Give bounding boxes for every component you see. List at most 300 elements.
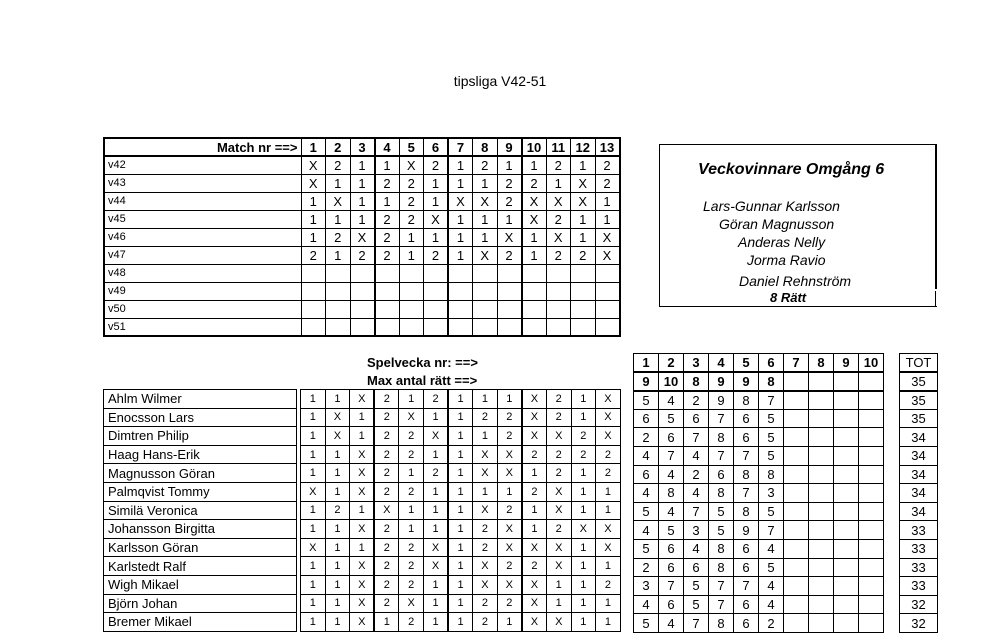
match-result [326,264,351,282]
player-pick: 1 [423,520,448,539]
week-score [834,391,859,410]
player-total: 34 [900,465,938,484]
week-number: 3 [684,354,709,373]
week-score: 6 [709,465,734,484]
player-pick: X [596,520,621,539]
player-pick: 1 [301,427,326,446]
match-result [350,264,375,282]
player-pick: 2 [497,557,522,576]
week-score: 4 [684,446,709,465]
week-label: v49 [104,282,301,300]
week-score: 4 [634,521,659,540]
week-score: 8 [709,614,734,633]
week-score [784,595,809,614]
player-pick: 1 [399,390,424,409]
player-pick: 2 [473,408,498,427]
match-result [595,318,620,336]
player-pick: 1 [350,427,375,446]
player-pick: 1 [423,501,448,520]
match-result [399,300,424,318]
week-score: 6 [659,428,684,447]
player-total-row [900,391,938,410]
player-pick: X [522,613,547,632]
week-score: 2 [684,391,709,410]
player-pick: 1 [350,408,375,427]
match-result: X [424,210,449,228]
player-pick: 1 [448,390,473,409]
player-pick: 1 [399,520,424,539]
match-number: 10 [522,138,547,156]
week-score: 2 [684,465,709,484]
player-pick: 1 [596,594,621,613]
week-score [859,428,884,447]
week-score: 4 [759,577,784,596]
player-pick: 1 [301,613,326,632]
week-score: 6 [659,558,684,577]
week-score: 5 [634,539,659,558]
week-score: 8 [709,539,734,558]
match-result: 1 [571,228,596,246]
match-result: 2 [595,174,620,192]
player-pick: 2 [399,575,424,594]
week-score: 7 [734,446,759,465]
match-result [350,318,375,336]
player-name: Björn Johan [104,594,297,613]
player-pick: X [350,613,375,632]
match-result: 1 [522,156,547,174]
match-number: 6 [424,138,449,156]
player-pick: 1 [473,482,498,501]
match-result: X [473,246,498,264]
week-score: 6 [734,558,759,577]
player-name: Karlsson Göran [104,538,297,557]
match-result: 1 [399,246,424,264]
player-total-row [900,446,938,465]
player-pick: 1 [423,575,448,594]
week-label: v45 [104,210,301,228]
player-pick: X [571,520,596,539]
player-score-row [634,409,884,428]
player-pick: 1 [325,594,350,613]
match-result [375,300,400,318]
player-pick: 1 [448,501,473,520]
match-result: 1 [350,210,375,228]
week-number: 6 [759,354,784,373]
player-pick: 1 [448,594,473,613]
match-number: 3 [350,138,375,156]
player-pick: 2 [423,464,448,483]
week-score: 6 [734,409,759,428]
player-pick: 1 [571,482,596,501]
player-pick: 2 [596,464,621,483]
player-total: 33 [900,558,938,577]
week-label: v42 [104,156,301,174]
player-total-row [900,577,938,596]
week-score: 8 [709,428,734,447]
week-score [834,409,859,428]
player-pick: 2 [596,575,621,594]
winner-box-edge [935,144,937,289]
week-score [859,446,884,465]
player-pick: X [473,445,498,464]
week-score [784,502,809,521]
match-result: 2 [571,246,596,264]
player-name: Magnusson Göran [104,464,297,483]
match-result: 2 [375,246,400,264]
player-total: 33 [900,521,938,540]
week-score: 5 [709,502,734,521]
match-result [522,264,547,282]
player-pick: X [546,557,571,576]
player-pick: 2 [374,464,399,483]
week-score: 5 [634,614,659,633]
match-result: X [522,210,547,228]
player-pick: 1 [448,557,473,576]
max-correct [784,372,809,391]
player-pick: X [522,594,547,613]
player-pick: 1 [325,613,350,632]
player-total-row [900,502,938,521]
week-number: 4 [709,354,734,373]
match-result [497,318,522,336]
week-score [834,521,859,540]
player-score-row [634,539,884,558]
player-pick: X [423,557,448,576]
week-row [104,174,620,192]
week-score: 5 [684,595,709,614]
player-pick: X [522,538,547,557]
match-result: 1 [546,174,571,192]
match-result: 2 [546,210,571,228]
week-score: 7 [684,614,709,633]
week-score: 3 [634,577,659,596]
player-pick: X [497,464,522,483]
player-pick: X [497,538,522,557]
match-result [350,282,375,300]
player-pick: 2 [473,520,498,539]
week-score: 8 [734,391,759,410]
week-score [784,521,809,540]
match-result [301,282,326,300]
max-correct [809,372,834,391]
week-score [834,558,859,577]
player-pick: 1 [448,408,473,427]
week-score [859,465,884,484]
match-result: 1 [448,246,473,264]
player-pick: 2 [374,408,399,427]
player-pick: 2 [399,445,424,464]
week-score: 8 [659,484,684,503]
player-pick: X [350,575,375,594]
match-result: X [497,228,522,246]
player-pick: 1 [571,575,596,594]
player-name: Johansson Birgitta [104,520,297,539]
match-result: 1 [350,156,375,174]
player-pick: 1 [301,594,326,613]
match-result: 1 [473,174,498,192]
match-result: 2 [546,156,571,174]
player-pick: 2 [546,464,571,483]
max-correct: 9 [709,372,734,391]
max-correct: 9 [634,372,659,391]
tot-max: 35 [900,372,938,391]
player-pick: 1 [448,445,473,464]
week-score: 6 [684,409,709,428]
match-result [375,282,400,300]
player-pick: 1 [423,594,448,613]
week-number: 7 [784,354,809,373]
match-result: 2 [399,192,424,210]
match-result: 1 [473,228,498,246]
results-table [103,137,621,337]
player-pick: 2 [325,501,350,520]
week-score: 6 [684,558,709,577]
week-score: 4 [659,465,684,484]
player-pick: 1 [448,464,473,483]
match-result: X [473,192,498,210]
week-label: v47 [104,246,301,264]
week-score [834,577,859,596]
player-pick: X [473,501,498,520]
player-pick: X [596,538,621,557]
week-score: 6 [734,539,759,558]
player-pick: 1 [522,464,547,483]
player-pick: 1 [448,482,473,501]
player-name: Haag Hans-Erik [104,445,297,464]
player-pick: 1 [596,501,621,520]
player-pick: X [350,557,375,576]
match-result: 1 [448,156,473,174]
week-row [104,156,620,174]
week-score: 5 [684,577,709,596]
player-pick: 2 [497,501,522,520]
player-pick: 1 [522,501,547,520]
week-score [834,446,859,465]
match-result [350,300,375,318]
player-pick: 1 [571,613,596,632]
match-number: 13 [595,138,620,156]
week-score [809,409,834,428]
week-label: v50 [104,300,301,318]
player-pick: 2 [596,445,621,464]
match-number: 11 [546,138,571,156]
player-pick: 1 [522,520,547,539]
week-number: 9 [834,354,859,373]
player-pick: X [350,482,375,501]
player-total-row [900,558,938,577]
week-score [859,521,884,540]
match-result: 1 [522,246,547,264]
match-result [522,318,547,336]
match-number: 8 [473,138,498,156]
week-score: 7 [659,577,684,596]
week-score: 7 [659,446,684,465]
week-score: 4 [684,539,709,558]
match-result [424,282,449,300]
player-pick: 2 [374,390,399,409]
week-score [809,428,834,447]
player-pick: 1 [473,427,498,446]
player-total: 33 [900,539,938,558]
player-score-row [634,502,884,521]
week-row [104,210,620,228]
player-score-row [634,521,884,540]
match-result: X [350,228,375,246]
player-score-row [634,614,884,633]
player-total-row [900,409,938,428]
week-score: 7 [684,428,709,447]
week-number: 10 [859,354,884,373]
player-pick: 1 [301,520,326,539]
player-pick: 1 [448,520,473,539]
week-score [859,502,884,521]
week-score [809,539,834,558]
player-pick: X [399,594,424,613]
week-number: 8 [809,354,834,373]
week-score [834,484,859,503]
week-score [784,539,809,558]
winner-name: Daniel Rehnström [739,273,852,289]
match-result: 2 [375,174,400,192]
winner-result: 8 Rätt [770,290,807,305]
match-result [448,318,473,336]
player-pick: X [325,427,350,446]
week-score [859,595,884,614]
match-result: 1 [375,156,400,174]
match-result [399,318,424,336]
match-result: 2 [595,156,620,174]
player-total: 33 [900,577,938,596]
player-total: 34 [900,502,938,521]
player-name: Wigh Mikael [104,575,297,594]
player-score-row [634,484,884,503]
match-result [448,282,473,300]
player-pick: 1 [325,575,350,594]
player-pick: X [350,445,375,464]
player-total-row [900,595,938,614]
match-result [301,318,326,336]
player-pick: 1 [546,575,571,594]
match-result [375,318,400,336]
player-pick: 1 [423,613,448,632]
match-result [546,300,571,318]
player-pick: 2 [374,427,399,446]
player-pick: 1 [497,482,522,501]
player-score-row [634,595,884,614]
player-pick: 1 [571,390,596,409]
week-row [104,192,620,210]
match-result [473,282,498,300]
week-score [809,558,834,577]
player-pick: 2 [423,390,448,409]
max-correct: 10 [659,372,684,391]
winner-name: Anderas Nelly [738,234,826,250]
player-name: Dimtren Philip [104,427,297,446]
week-label: v44 [104,192,301,210]
week-row [104,282,620,300]
match-result [473,300,498,318]
match-result: X [326,192,351,210]
week-label: v43 [104,174,301,192]
week-score: 8 [759,465,784,484]
match-result: X [595,246,620,264]
match-result [522,282,547,300]
player-score-row [634,465,884,484]
match-result [546,318,571,336]
match-result: 1 [326,210,351,228]
player-total: 35 [900,391,938,410]
match-result: 1 [448,210,473,228]
week-score: 5 [709,521,734,540]
match-result: 1 [473,210,498,228]
player-pick: X [546,501,571,520]
max-correct: 8 [759,372,784,391]
match-result: 1 [424,228,449,246]
player-pick: 2 [374,575,399,594]
week-score: 7 [684,502,709,521]
week-score [784,484,809,503]
match-result: X [571,174,596,192]
match-result: X [546,192,571,210]
player-pick: 1 [301,575,326,594]
player-score-row [634,558,884,577]
player-pick: 1 [423,482,448,501]
player-pick: 1 [423,445,448,464]
player-pick: 2 [546,408,571,427]
week-score: 8 [709,484,734,503]
match-result [326,282,351,300]
player-pick: X [546,613,571,632]
winner-title: Veckovinnare Omgång 6 [698,161,885,178]
match-result: 2 [326,156,351,174]
player-pick: 2 [399,482,424,501]
player-pick: X [423,538,448,557]
week-score [784,409,809,428]
week-number-row [634,354,884,373]
player-score-row [634,428,884,447]
player-row [104,575,621,594]
player-pick: X [350,464,375,483]
player-name: Karlstedt Ralf [104,557,297,576]
player-pick: 1 [571,501,596,520]
player-pick: 1 [448,427,473,446]
player-name: Ahlm Wilmer [104,390,297,409]
match-result [497,264,522,282]
player-pick: 1 [423,408,448,427]
match-result: 2 [546,246,571,264]
player-score-row [634,446,884,465]
player-total-row [900,539,938,558]
match-result [301,300,326,318]
week-score [859,391,884,410]
week-row [104,228,620,246]
player-pick: 2 [497,427,522,446]
match-result [448,264,473,282]
match-result: 1 [522,228,547,246]
max-correct: 9 [734,372,759,391]
player-pick: 2 [374,557,399,576]
week-score [834,539,859,558]
player-name: Palmqvist Tommy [104,482,297,501]
week-score: 5 [759,446,784,465]
player-pick: 2 [546,520,571,539]
player-pick: 1 [301,445,326,464]
match-result [546,264,571,282]
player-pick: 1 [596,613,621,632]
week-score [784,465,809,484]
player-pick: 1 [325,464,350,483]
week-score [784,614,809,633]
